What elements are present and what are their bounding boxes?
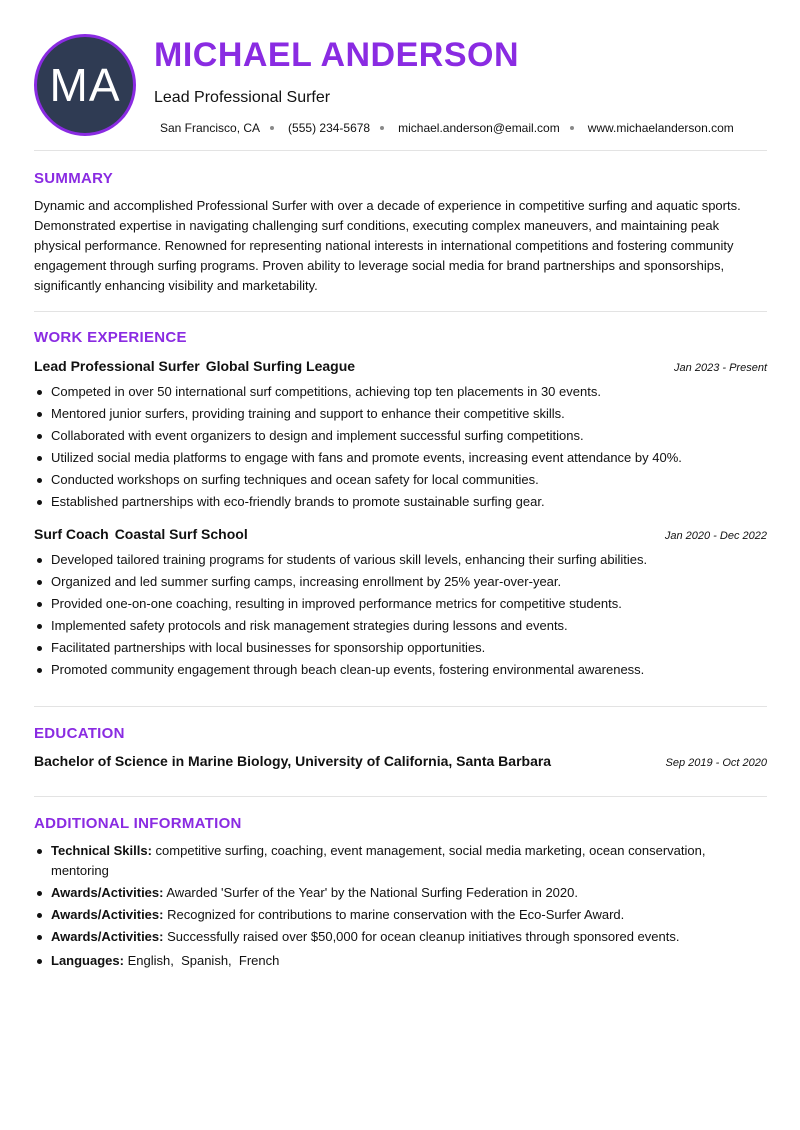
list-item: [34, 841, 767, 881]
info-label: Awards/Activities:: [51, 885, 164, 900]
list-item: [34, 927, 767, 947]
job-title: [34, 358, 355, 374]
education-degree: Bachelor of Science in Marine Biology, University of California, Santa Barbara: [34, 753, 552, 769]
avatar-initials: MA: [49, 59, 121, 111]
contact-email[interactable]: michael.anderson@email.com: [398, 121, 560, 135]
additional-info-heading: ADDITIONAL INFORMATION: [34, 815, 242, 832]
list-item: Mentored junior surfers, providing training and support to enhance their competitive skills.: [34, 403, 767, 425]
list-item: Implemented safety protocols and risk management strategies during lessons and events.: [34, 615, 767, 637]
candidate-role: Lead Professional Surfer: [154, 89, 331, 106]
info-text: Recognized for contributions to marine conservation with the Eco-Surfer Award.: [167, 907, 625, 922]
separator-dot-icon: [270, 126, 274, 130]
list-item: Utilized social media platforms to engage with fans and promote events, increasing event attendance by 40%.: [34, 447, 767, 469]
job-company: Global Surfing League: [205, 358, 356, 374]
list-item: Organized and led summer surfing camps, increasing enrollment by 25% year-over-year.: [34, 571, 767, 593]
divider: [34, 706, 767, 707]
info-label: Languages:: [51, 953, 124, 968]
job-dates: Jan 2023 - Present: [674, 362, 767, 374]
contact-location: San Francisco, CA: [160, 121, 261, 135]
divider: [34, 796, 767, 797]
list-item: Promoted community engagement through beach clean-up events, fostering environmental awareness.: [34, 659, 767, 681]
divider: [34, 150, 767, 151]
job-position: Lead Professional Surfer: [34, 358, 200, 374]
list-item: Facilitated partnerships with local businesses for sponsorship opportunities.: [34, 637, 767, 659]
list-item: [34, 951, 767, 971]
info-text: Awarded 'Surfer of the Year' by the National Surfing Federation in 2020.: [166, 885, 578, 900]
info-label: Awards/Activities:: [51, 929, 164, 944]
job-dates: Jan 2020 - Dec 2022: [664, 530, 767, 542]
contact-website[interactable]: www.michaelanderson.com: [587, 121, 734, 135]
list-item: Provided one-on-one coaching, resulting in improved performance metrics for competitive students.: [34, 593, 767, 615]
job-title: [34, 526, 248, 542]
job-header: [34, 358, 767, 374]
list-item: Competed in over 50 international surf competitions, achieving top ten placements in 30 events.: [34, 381, 767, 403]
info-label: Technical Skills:: [51, 843, 152, 858]
job-bullets: [34, 549, 767, 681]
job-bullets: [34, 381, 767, 513]
summary-heading: SUMMARY: [34, 170, 114, 187]
candidate-name: MICHAEL ANDERSON: [154, 36, 520, 74]
work-experience-heading: WORK EXPERIENCE: [34, 329, 187, 346]
info-text: Successfully raised over $50,000 for ocean cleanup initiatives through sponsored events.: [167, 929, 680, 944]
list-item: [34, 883, 767, 903]
contact-bar: [160, 121, 734, 135]
list-item: Collaborated with event organizers to design and implement successful surfing competitions.: [34, 425, 767, 447]
job-position: Surf Coach: [34, 526, 109, 542]
list-item: [34, 905, 767, 925]
contact-phone: (555) 234-5678: [288, 121, 371, 135]
avatar: [34, 34, 136, 136]
list-item: Developed tailored training programs for students of various skill levels, enhancing their surfing abilities.: [34, 549, 767, 571]
list-item: Conducted workshops on surfing techniques and ocean safety for local communities.: [34, 469, 767, 491]
info-label: Awards/Activities:: [51, 907, 164, 922]
education-entry: [34, 753, 767, 769]
list-item: Established partnerships with eco-friendly brands to promote sustainable surfing gear.: [34, 491, 767, 513]
separator-dot-icon: [380, 126, 384, 130]
education-dates: Sep 2019 - Oct 2020: [665, 757, 767, 769]
additional-info-list: [34, 841, 767, 973]
info-text: English, Spanish, French: [127, 953, 280, 968]
separator-dot-icon: [570, 126, 574, 130]
summary-text: Dynamic and accomplished Professional Surfer with over a decade of experience in competitive surfing and aquatic sports. Demonstrated expertise in navigating challenging surf conditions, executing complex maneuvers, and maintaining peak physical performance. Renowned for representing national interests in international competitions and fostering community engagement through surfing programs. Proven ability to leverage social media for brand partnerships and sponsorships, significantly enhancing visibility and marketability.: [34, 198, 741, 293]
job-header: [34, 526, 767, 542]
education-heading: EDUCATION: [34, 725, 125, 742]
job-company: Coastal Surf School: [114, 526, 248, 542]
info-text: competitive surfing, coaching, event management, social media marketing, ocean conservation, mentoring: [51, 843, 706, 878]
divider: [34, 311, 767, 312]
